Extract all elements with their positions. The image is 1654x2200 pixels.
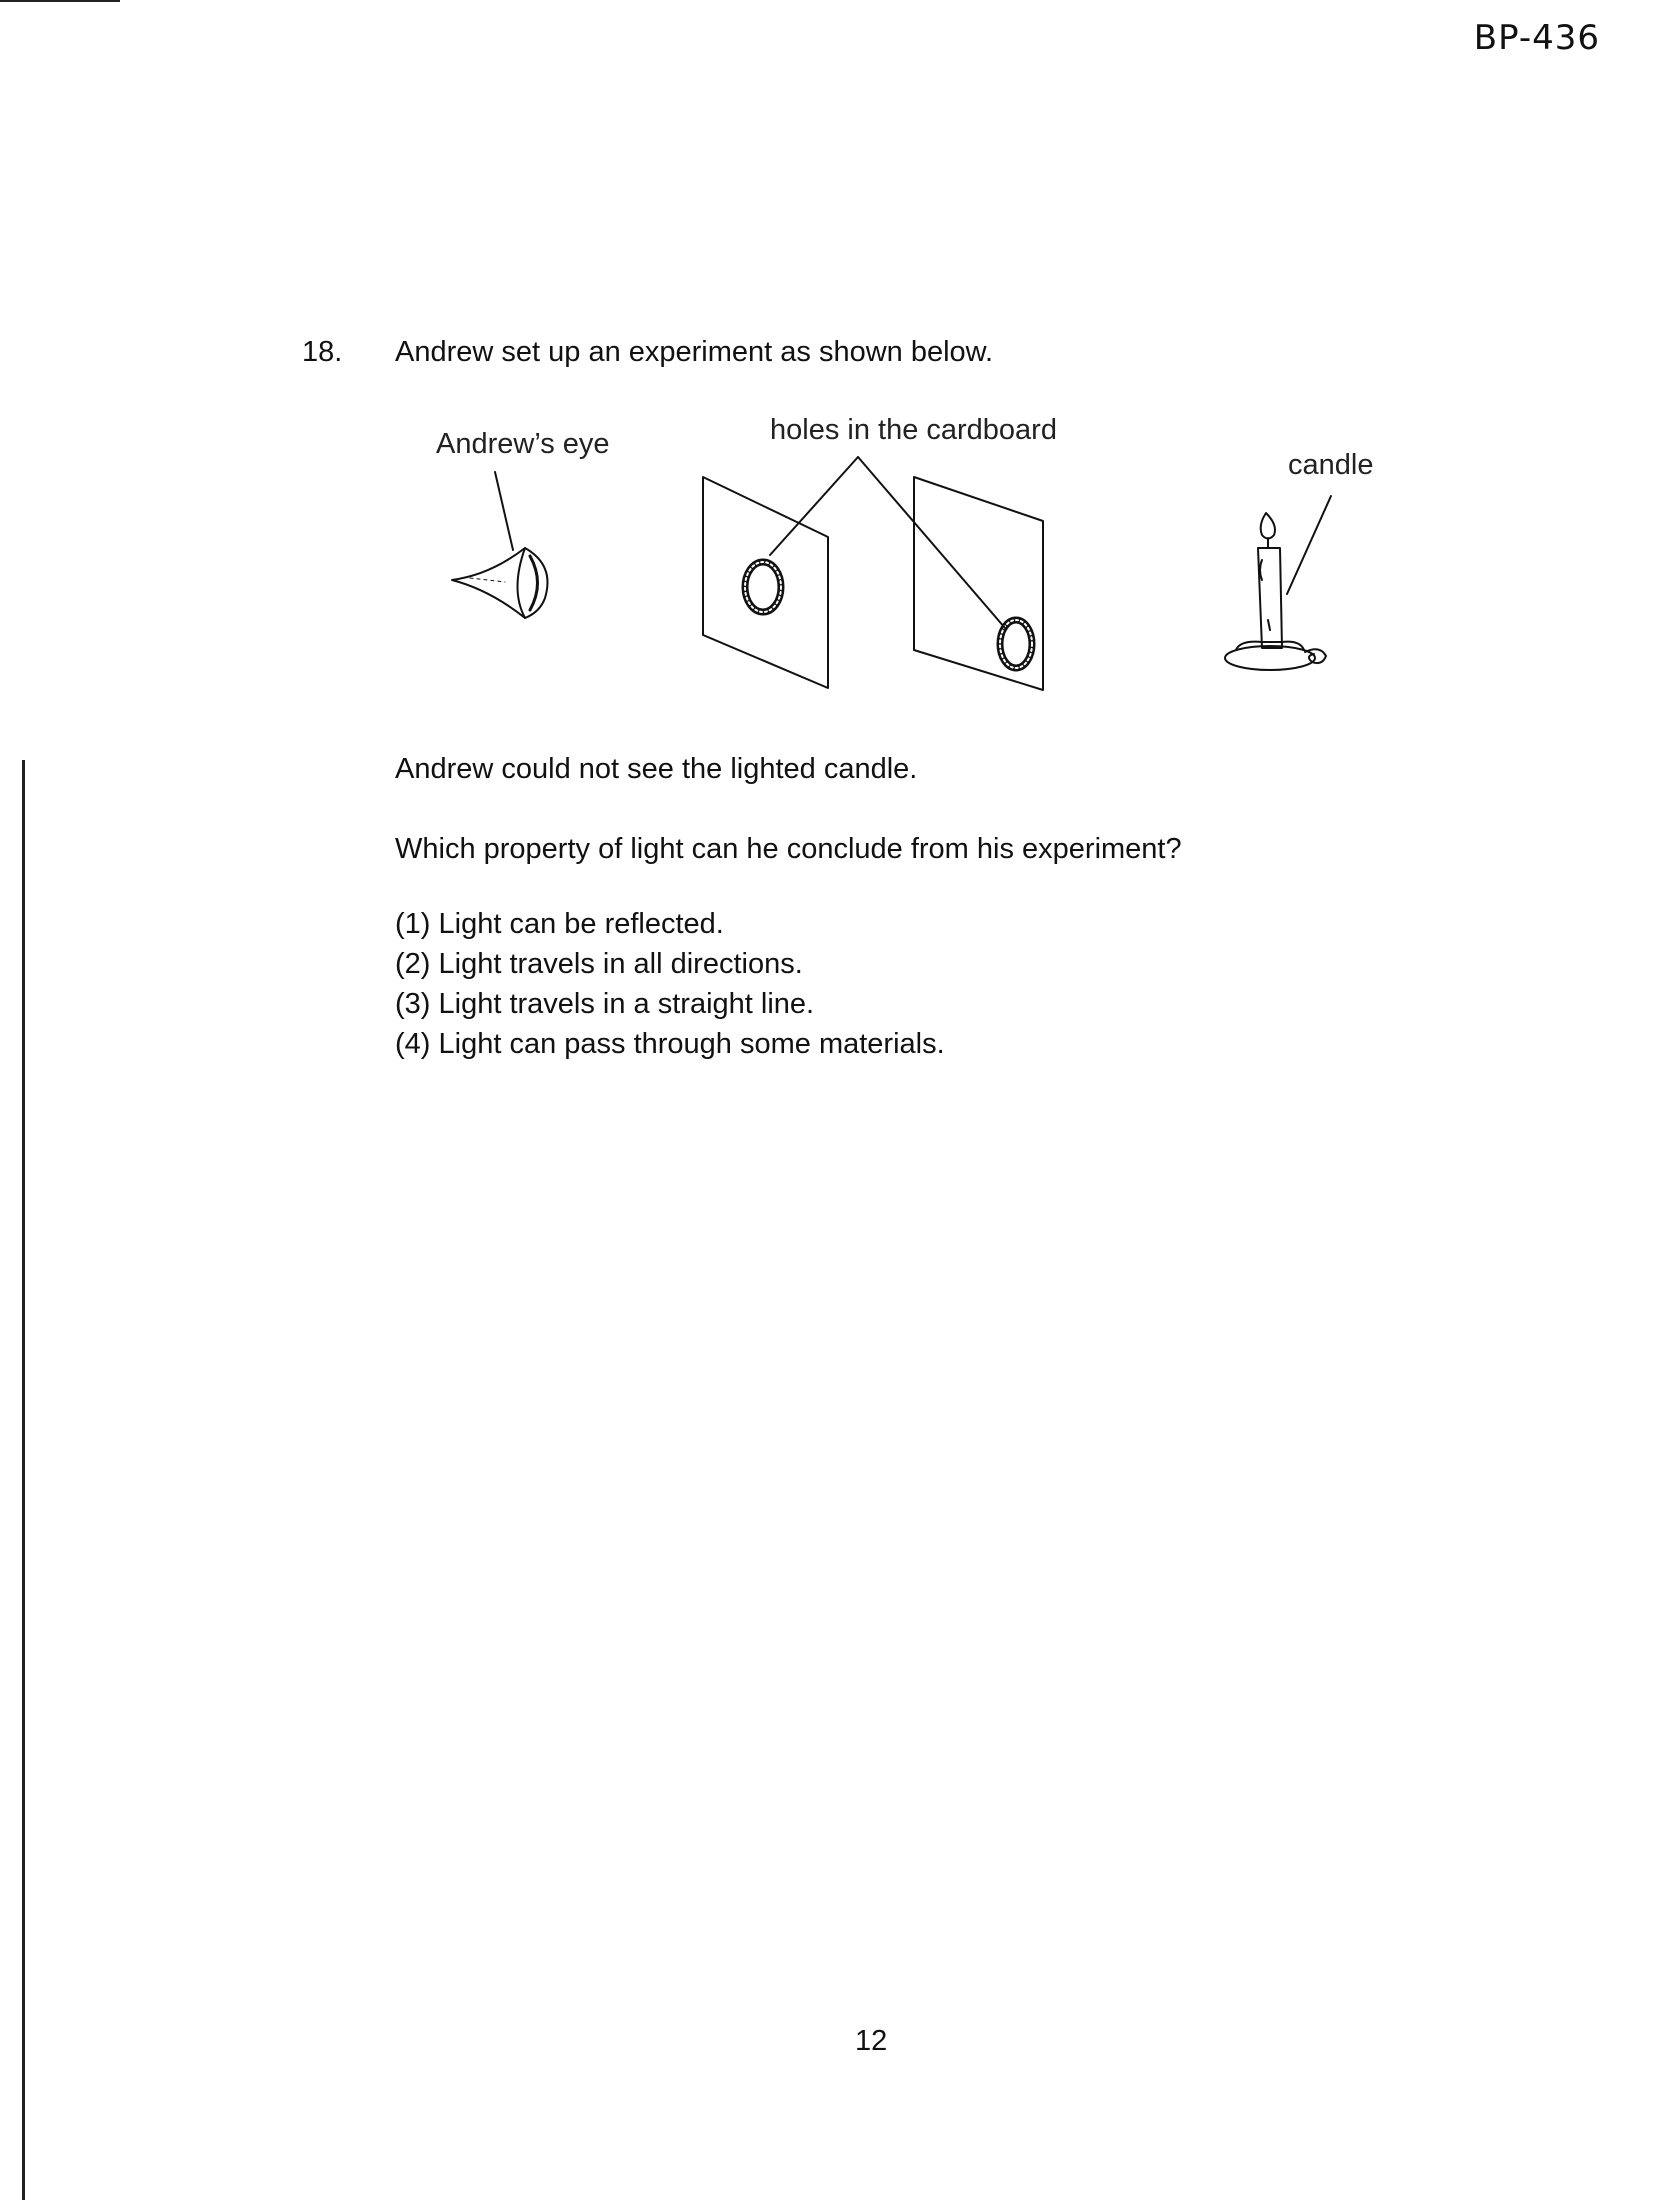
eye-icon — [452, 548, 548, 618]
experiment-diagram — [0, 0, 1654, 720]
observation-text: Andrew could not see the lighted candle. — [395, 753, 918, 785]
cardboard-1 — [703, 477, 828, 688]
hole-1 — [745, 562, 781, 612]
cardboard-2 — [914, 477, 1043, 690]
page-number: 12 — [855, 2025, 888, 2057]
option-4[interactable]: (4) Light can pass through some materials. — [395, 1028, 945, 1060]
option-3[interactable]: (3) Light travels in a straight line. — [395, 988, 815, 1020]
answer-options — [395, 904, 945, 1064]
candle-leader-line — [1287, 496, 1331, 594]
paper-code: BP-436 — [1473, 18, 1600, 58]
label-eye: Andrew’s eye — [436, 428, 610, 460]
question-prompt: Which property of light can he conclude from his experiment? — [395, 833, 1182, 865]
question-number: 18. — [302, 336, 343, 368]
holes-leader-line-1 — [770, 457, 858, 555]
eye-leader-line — [495, 472, 513, 550]
candle-icon — [1225, 513, 1326, 670]
option-1[interactable]: (1) Light can be reflected. — [395, 908, 724, 940]
option-2[interactable]: (2) Light travels in all directions. — [395, 948, 803, 980]
question-intro: Andrew set up an experiment as shown below. — [395, 336, 994, 368]
scan-edge-left — [22, 760, 25, 2200]
label-candle: candle — [1288, 449, 1374, 481]
label-holes: holes in the cardboard — [770, 414, 1057, 446]
